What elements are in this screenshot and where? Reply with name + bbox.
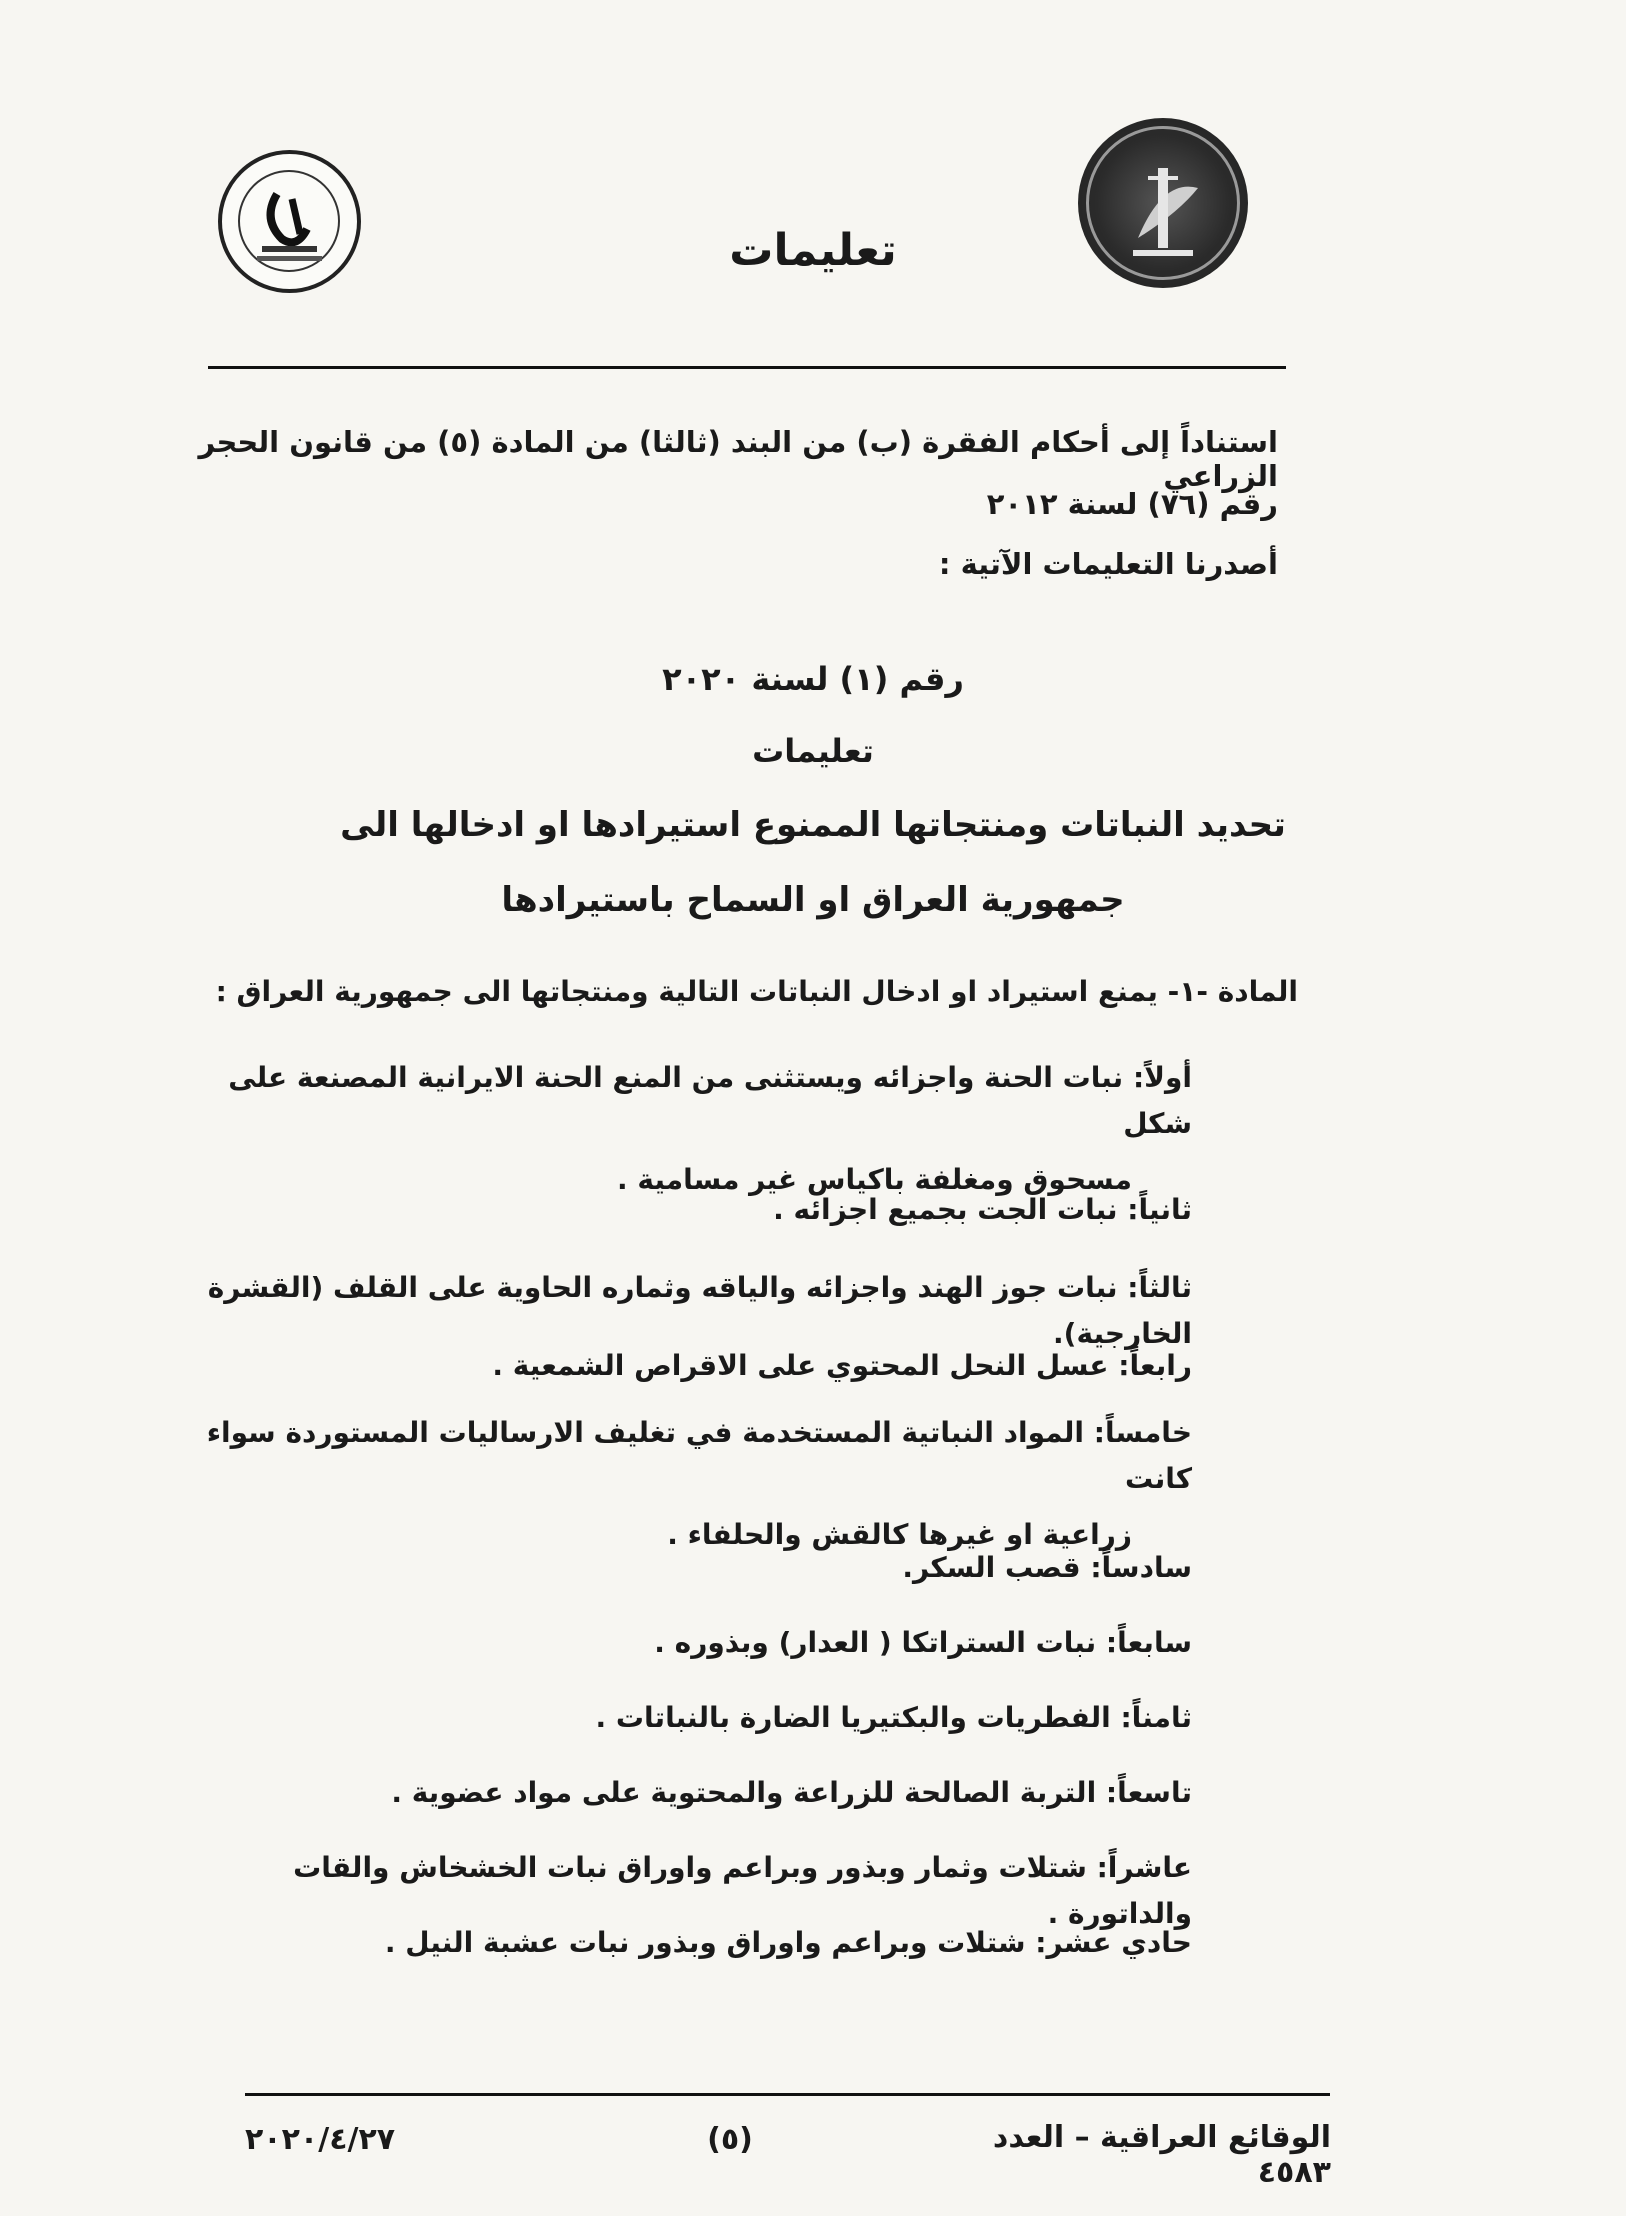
instruction-number: رقم (١) لسنة ٢٠٢٠ [662,660,964,698]
instruction-subject-2: جمهورية العراق او السماح باستيرادها [501,880,1125,920]
instruction-subject-1: تحديد النباتات ومنتجاتها الممنوع استيرادها او ادخالها الى [340,805,1286,845]
footer-divider [245,2093,1330,2096]
article-item-6 [192,1545,1192,1591]
instruction-label: تعليمات [752,732,874,770]
article-item-5 [192,1410,1192,1558]
article-item-continuation: مسحوق ومغلفة باكياس غير مسامية . [616,1163,1132,1196]
article-item-1 [192,1055,1192,1203]
article-item-text: سادساً: قصب السكر. [902,1551,1192,1584]
article-item-text: خامساً: المواد النباتية المستخدمة في تغليف الارساليات المستوردة سواء كانت [206,1416,1192,1495]
article-heading: المادة -١- يمنع استيراد او ادخال النباتات التالية ومنتجاتها الى جمهورية العراق : [215,975,1298,1008]
article-item-text: أولاً: نبات الحنة واجزائه ويستثنى من المنع الحنة الايرانية المصنعة على شكل [228,1061,1192,1140]
footer-date: ٢٠٢٠/٤/٢٧ [245,2122,396,2157]
footer-gazette: الوقائع العراقية – العدد ٤٥٨٣ [992,2120,1331,2190]
footer-page-number: (٥) [707,2122,753,2157]
header-divider [208,366,1286,369]
preamble-line-2: رقم (٧٦) لسنة ٢٠١٢ [986,487,1278,521]
article-item-4 [192,1343,1192,1389]
article-item-text: رابعاً: عسل النحل المحتوي على الاقراص الشمعية . [492,1349,1192,1382]
article-item-text: سابعاً: نبات الستراتكا ( العدار) وبذوره . [654,1626,1192,1659]
article-item-2 [192,1187,1192,1233]
article-item-text: حادي عشر: شتلات وبراعم واوراق وبذور نبات عشبة النيل . [384,1926,1192,1959]
article-item-text: عاشراً: شتلات وثمار وبذور وبراعم واوراق نبات الخشخاش والقات والداتورة . [293,1851,1192,1930]
preamble-line-1: استناداً إلى أحكام الفقرة (ب) من البند (ثالثا) من المادة (٥) من قانون الحجر الزراعي [198,425,1278,493]
article-item-9 [192,1770,1192,1816]
article-item-text: ثامناً: الفطريات والبكتيريا الضارة بالنباتات . [595,1701,1192,1734]
article-item-11 [192,1920,1192,1966]
article-item-text: ثانياً: نبات الجت بجميع اجزائه . [773,1193,1192,1226]
article-item-text: تاسعاً: التربة الصالحة للزراعة والمحتوية على مواد عضوية . [391,1776,1192,1809]
article-item-text: ثالثاً: نبات جوز الهند واجزائه والياقه وثماره الحاوية على القلف (القشرة الخارجية). [207,1271,1192,1350]
preamble-line-3: أصدرنا التعليمات الآتية : [938,547,1278,581]
article-item-continuation: زراعية او غيرها كالقش والحلفاء . [667,1518,1132,1551]
article-item-8 [192,1695,1192,1741]
page-title: تعليمات [729,225,897,276]
article-item-7 [192,1620,1192,1666]
